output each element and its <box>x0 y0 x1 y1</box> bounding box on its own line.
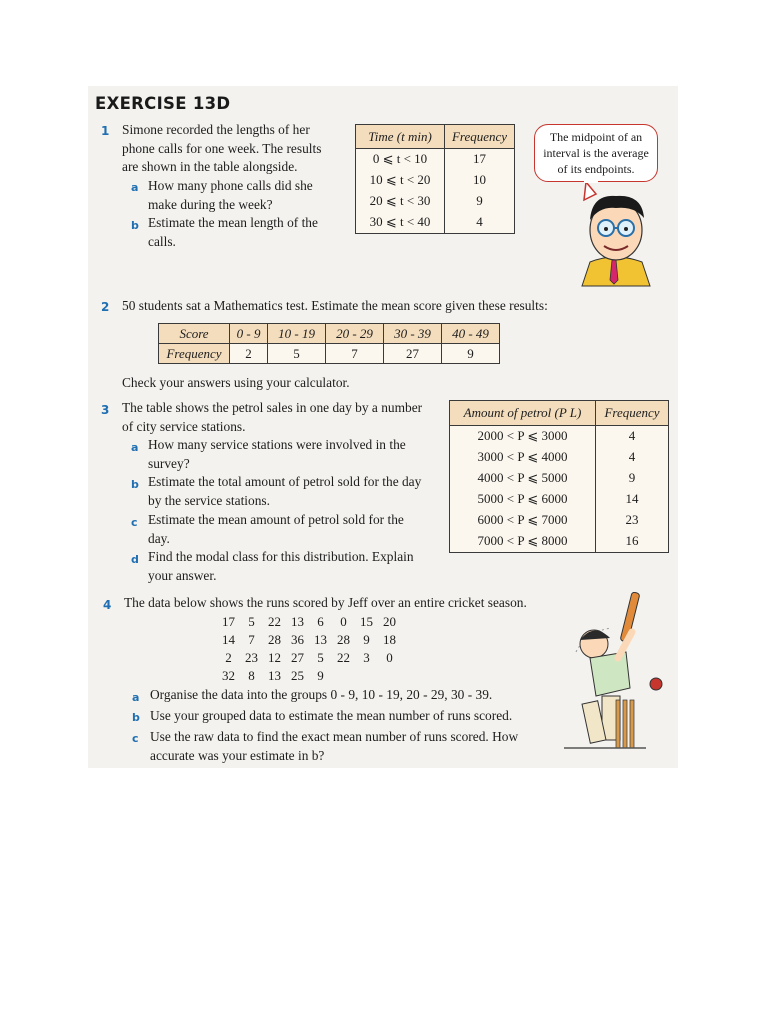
wicket-stump <box>630 700 634 748</box>
q1-text <box>122 121 342 177</box>
runs-value: 18 <box>383 632 396 647</box>
q3-table-cell: 4 <box>596 447 669 468</box>
q3-table-cell: 3000 < P ⩽ 4000 <box>450 447 596 468</box>
q3a-label: a <box>131 441 139 454</box>
exercise-title: EXERCISE 13D <box>95 94 231 113</box>
runs-value: 28 <box>268 632 281 647</box>
q3-text-line: The table shows the petrol sales in one day by a number <box>122 400 423 415</box>
q2-score-cell: 40 - 49 <box>441 324 499 344</box>
q2-frequency-cell: 2 <box>230 344 268 364</box>
runs-value: 23 <box>245 650 258 665</box>
q3-table-header: Frequency <box>596 401 669 426</box>
q2-text: 50 students sat a Mathematics test. Estimate the mean score given these results: <box>122 298 548 313</box>
q3c-line: day. <box>148 530 170 546</box>
wicket-stump <box>623 700 627 748</box>
runs-value: 25 <box>291 668 304 683</box>
q2-score-cell: 10 - 19 <box>268 324 326 344</box>
q3d-line: your answer. <box>148 567 217 583</box>
runs-value: 15 <box>360 614 373 629</box>
q1-table-cell: 10 <box>445 170 515 191</box>
q3-table-cell: 23 <box>596 510 669 531</box>
q3-table-cell: 4 <box>596 426 669 447</box>
q3c-text <box>148 511 438 548</box>
q1a-line: How many phone calls did she <box>148 178 313 193</box>
q4a-label: a <box>132 691 140 704</box>
q1-table-header: Frequency <box>445 125 515 149</box>
q2-frequency-cell: 5 <box>268 344 326 364</box>
cricketer-shirt <box>590 652 630 696</box>
q1-table-cell: 0 ⩽ t < 10 <box>356 149 445 170</box>
runs-value: 8 <box>248 668 255 683</box>
runs-value <box>332 667 355 685</box>
q3b-label: b <box>131 478 139 491</box>
q2-row-label: Frequency <box>159 344 230 364</box>
q1a-line: make during the week? <box>148 196 273 212</box>
q3a-line: survey? <box>148 455 190 471</box>
q1a-text <box>148 177 348 214</box>
q3d-text <box>148 548 438 585</box>
q3-table-cell: 6000 < P ⩽ 7000 <box>450 510 596 531</box>
runs-value: 22 <box>337 650 350 665</box>
runs-value: 3 <box>363 650 370 665</box>
q3d-line: Find the modal class for this distribution. Explain <box>148 549 414 564</box>
q3-table-cell: 9 <box>596 468 669 489</box>
q2-score-cell: 30 - 39 <box>384 324 442 344</box>
q2-number: 2 <box>101 300 110 314</box>
runs-value: 22 <box>268 614 281 629</box>
cricketer-illustration <box>556 592 670 754</box>
q2-frequency-cell: 7 <box>326 344 384 364</box>
q1-table-cell: 10 ⩽ t < 20 <box>356 170 445 191</box>
speech-bubble-text: The midpoint of an interval is the average of its endpoints. <box>543 130 649 176</box>
bubble-tail-join <box>584 180 598 183</box>
speech-bubble <box>534 124 658 182</box>
q4c-line: accurate was your estimate in b? <box>150 747 325 763</box>
q3-number: 3 <box>101 403 110 417</box>
q1b-line: Estimate the mean length of the <box>148 215 318 230</box>
runs-value: 5 <box>248 614 255 629</box>
q4c-text <box>150 728 550 765</box>
q1b-label: b <box>131 219 139 232</box>
q2-frequency-cell: 27 <box>384 344 442 364</box>
q1-table-header: Time (t min) <box>356 125 445 149</box>
q3-table-header: Amount of petrol (P L) <box>450 401 596 426</box>
runs-value: 0 <box>386 650 393 665</box>
q3d-label: d <box>131 553 139 566</box>
runs-value: 13 <box>291 614 304 629</box>
q2-row-label: Score <box>159 324 230 344</box>
q3-table-cell: 2000 < P ⩽ 3000 <box>450 426 596 447</box>
q4c-line: Use the raw data to find the exact mean number of runs scored. How <box>150 729 519 744</box>
runs-value <box>378 667 401 685</box>
q1-table <box>355 124 515 234</box>
q2-frequency-cell: 9 <box>441 344 499 364</box>
q3a-text <box>148 436 438 473</box>
q3c-label: c <box>131 516 138 529</box>
runs-value: 14 <box>222 632 235 647</box>
q1-text-line: phone calls for one week. The results <box>122 140 322 156</box>
q3-table-cell: 4000 < P ⩽ 5000 <box>450 468 596 489</box>
q3-table-cell: 16 <box>596 531 669 553</box>
runs-value: 17 <box>222 614 235 629</box>
q2-score-cell: 0 - 9 <box>230 324 268 344</box>
q1-number: 1 <box>101 124 110 138</box>
q1a-label: a <box>131 181 139 194</box>
q3c-line: Estimate the mean amount of petrol sold for the <box>148 512 404 527</box>
runs-value: 2 <box>225 650 232 665</box>
check-answers-text: Check your answers using your calculator. <box>122 375 350 390</box>
q1-text-line: Simone recorded the lengths of her <box>122 122 310 137</box>
q4a-text: Organise the data into the groups 0 - 9, 10 - 19, 20 - 29, 30 - 39. <box>150 687 493 702</box>
q4b-text: Use your grouped data to estimate the mean number of runs scored. <box>150 708 513 723</box>
teacher-eye <box>604 227 608 231</box>
teacher-cartoon-illustration <box>560 180 670 290</box>
runs-value: 27 <box>291 650 304 665</box>
q3-table-cell: 14 <box>596 489 669 510</box>
q3-table-cell: 7000 < P ⩽ 8000 <box>450 531 596 553</box>
q3-table <box>449 400 669 553</box>
q2-table <box>158 323 500 364</box>
runs-value: 9 <box>317 668 324 683</box>
q1-table-cell: 20 ⩽ t < 30 <box>356 191 445 212</box>
runs-value: 36 <box>291 632 304 647</box>
runs-value: 9 <box>363 632 370 647</box>
runs-value: 7 <box>248 632 255 647</box>
wicket-stump <box>616 700 620 748</box>
q1b-line: calls. <box>148 233 176 249</box>
q3b-text <box>148 473 438 510</box>
q1-text-line: are shown in the table alongside. <box>122 159 298 174</box>
runs-data-grid <box>217 613 401 685</box>
q3-text-line: of city service stations. <box>122 418 246 434</box>
runs-value: 6 <box>317 614 324 629</box>
runs-value: 32 <box>222 668 235 683</box>
q3-table-cell: 5000 < P ⩽ 6000 <box>450 489 596 510</box>
runs-value: 12 <box>268 650 281 665</box>
runs-value: 28 <box>337 632 350 647</box>
runs-value: 13 <box>314 632 327 647</box>
runs-value <box>355 667 378 685</box>
q3b-line: by the service stations. <box>148 492 270 508</box>
q4c-label: c <box>132 732 139 745</box>
teacher-eye <box>624 227 628 231</box>
q4-number: 4 <box>103 598 112 612</box>
q2-score-cell: 20 - 29 <box>326 324 384 344</box>
runs-value: 13 <box>268 668 281 683</box>
runs-value: 5 <box>317 650 324 665</box>
q4-text: The data below shows the runs scored by Jeff over an entire cricket season. <box>124 595 527 610</box>
runs-value: 20 <box>383 614 396 629</box>
q4b-label: b <box>132 711 140 724</box>
q1-table-cell: 9 <box>445 191 515 212</box>
q1b-text <box>148 214 348 251</box>
q1-table-cell: 17 <box>445 149 515 170</box>
runs-value: 0 <box>340 614 347 629</box>
q3a-line: How many service stations were involved in the <box>148 437 406 452</box>
q3b-line: Estimate the total amount of petrol sold for the day <box>148 474 422 489</box>
q3-text <box>122 399 432 436</box>
q1-table-cell: 4 <box>445 212 515 234</box>
q1-table-cell: 30 ⩽ t < 40 <box>356 212 445 234</box>
cricket-ball <box>650 678 662 690</box>
bubble-tail <box>584 182 596 200</box>
